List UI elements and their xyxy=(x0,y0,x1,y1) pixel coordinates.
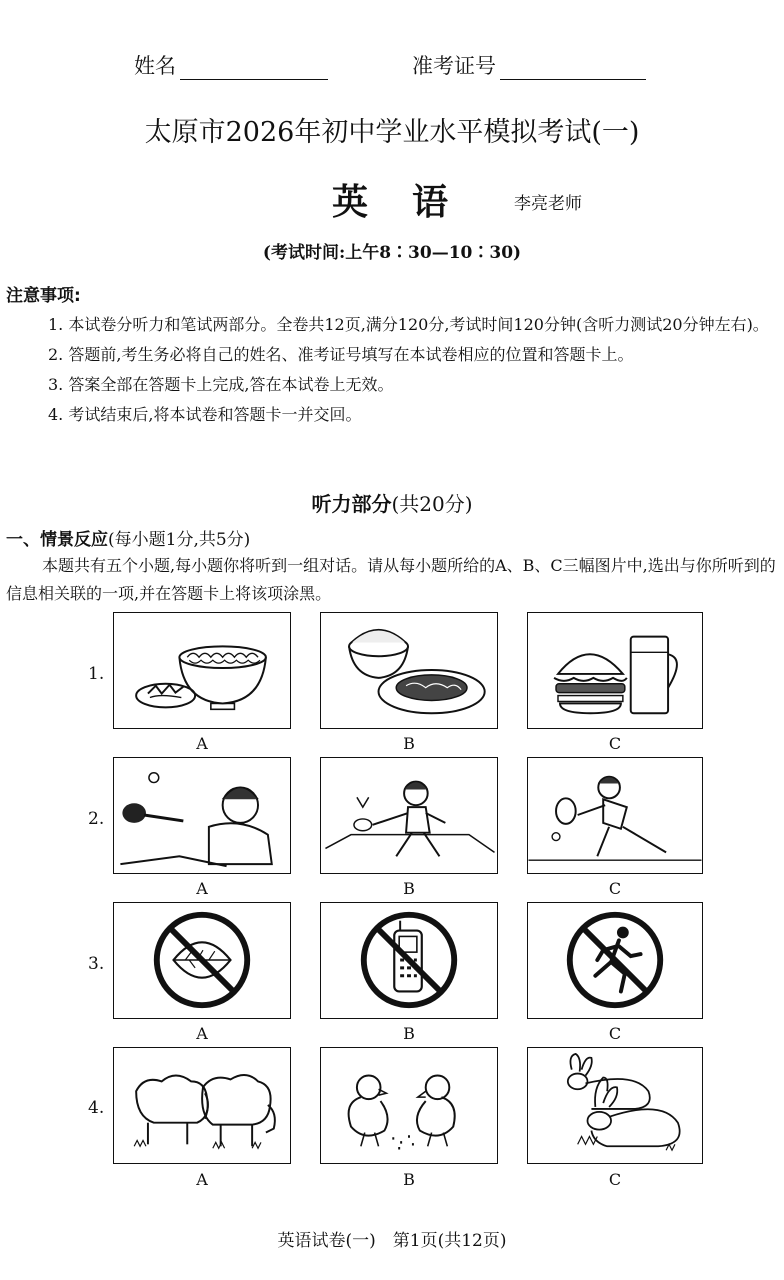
q4-option-c-picture[interactable] xyxy=(527,1047,703,1164)
no-picking-leaves-icon xyxy=(114,903,290,1018)
instruction-text: 本题共有五个小题,每小题你将听到一组对话。请从每小题所给的A、B、C三幅图片中,选出与你所听到的信息相关联的一项,并在答题卡上将该项涂黑。 xyxy=(6,556,776,603)
option-label: C xyxy=(608,879,622,898)
part-points: (每小题1分,共5分) xyxy=(108,530,251,550)
q3-option-b-picture[interactable] xyxy=(320,902,498,1019)
option-label: B xyxy=(403,1024,415,1043)
q3-option-c-picture[interactable] xyxy=(527,902,703,1019)
noodles-and-vegetables-icon xyxy=(114,613,290,728)
name-blank[interactable] xyxy=(180,59,328,80)
q2-option-b-picture[interactable] xyxy=(320,757,498,874)
option-label: C xyxy=(608,1170,622,1189)
q2-option-a-picture[interactable] xyxy=(113,757,291,874)
q1-option-c-picture[interactable] xyxy=(527,612,703,729)
option-label: B xyxy=(403,734,415,753)
part-title: 一、情景反应 xyxy=(6,530,108,550)
name-field xyxy=(134,50,328,80)
option-label: C xyxy=(608,1024,622,1043)
no-phone-icon xyxy=(321,903,497,1018)
option-label: B xyxy=(403,879,415,898)
q1-option-b-picture[interactable] xyxy=(320,612,498,729)
subject-title: 英 语 xyxy=(331,182,452,223)
chicks-icon xyxy=(321,1048,497,1163)
id-label: 准考证号 xyxy=(412,54,496,78)
section-points: (共20分) xyxy=(391,492,473,516)
option-label: B xyxy=(403,1170,415,1189)
question-number: 1. xyxy=(88,664,105,684)
notes-list xyxy=(6,310,778,430)
id-field xyxy=(412,50,646,80)
note-item: 2. 答题前,考生务必将自己的姓名、准考证号填写在本试卷相应的位置和答题卡上。 xyxy=(48,345,634,364)
section-title: 听力部分 xyxy=(311,492,392,516)
hamburger-and-drink-icon xyxy=(528,613,702,728)
q1-option-a-picture[interactable] xyxy=(113,612,291,729)
page-footer: 英语试卷(一) 第1页(共12页) xyxy=(277,1231,507,1251)
section-heading xyxy=(0,488,784,517)
question-number: 2. xyxy=(88,809,105,829)
option-label: A xyxy=(196,734,208,753)
note-item: 4. 考试结束后,将本试卷和答题卡一并交回。 xyxy=(48,405,362,424)
ping-pong-boy-icon xyxy=(114,758,290,873)
option-label: A xyxy=(196,1024,208,1043)
question-number: 3. xyxy=(88,954,105,974)
rice-and-meat-icon xyxy=(321,613,497,728)
notes-heading: 注意事项: xyxy=(6,286,81,306)
q3-option-a-picture[interactable] xyxy=(113,902,291,1019)
name-label: 姓名 xyxy=(134,54,176,78)
teacher-name: 李亮老师 xyxy=(514,194,582,214)
q4-option-b-picture[interactable] xyxy=(320,1047,498,1164)
question-number: 4. xyxy=(88,1098,105,1118)
tennis-boy-icon xyxy=(528,758,702,873)
id-blank[interactable] xyxy=(500,59,646,80)
q4-option-a-picture[interactable] xyxy=(113,1047,291,1164)
sheep-icon xyxy=(114,1048,290,1163)
no-running-icon xyxy=(528,903,702,1018)
rabbits-icon xyxy=(528,1048,702,1163)
note-item: 1. 本试卷分听力和笔试两部分。全卷共12页,满分120分,考试时间120分钟(含听力测试20分钟左右)。 xyxy=(48,315,769,334)
exam-time: (考试时间:上午8∶30—10∶30) xyxy=(262,243,522,263)
option-label: A xyxy=(196,1170,208,1189)
note-item: 3. 答案全部在答题卡上完成,答在本试卷上无效。 xyxy=(48,375,394,394)
badminton-boy-icon xyxy=(321,758,497,873)
option-label: A xyxy=(196,879,208,898)
exam-title: 太原市2026年初中学业水平模拟考试(一) xyxy=(144,117,640,148)
part-heading xyxy=(6,525,250,550)
q2-option-c-picture[interactable] xyxy=(527,757,703,874)
part-instruction xyxy=(6,552,782,608)
option-label: C xyxy=(608,734,622,753)
